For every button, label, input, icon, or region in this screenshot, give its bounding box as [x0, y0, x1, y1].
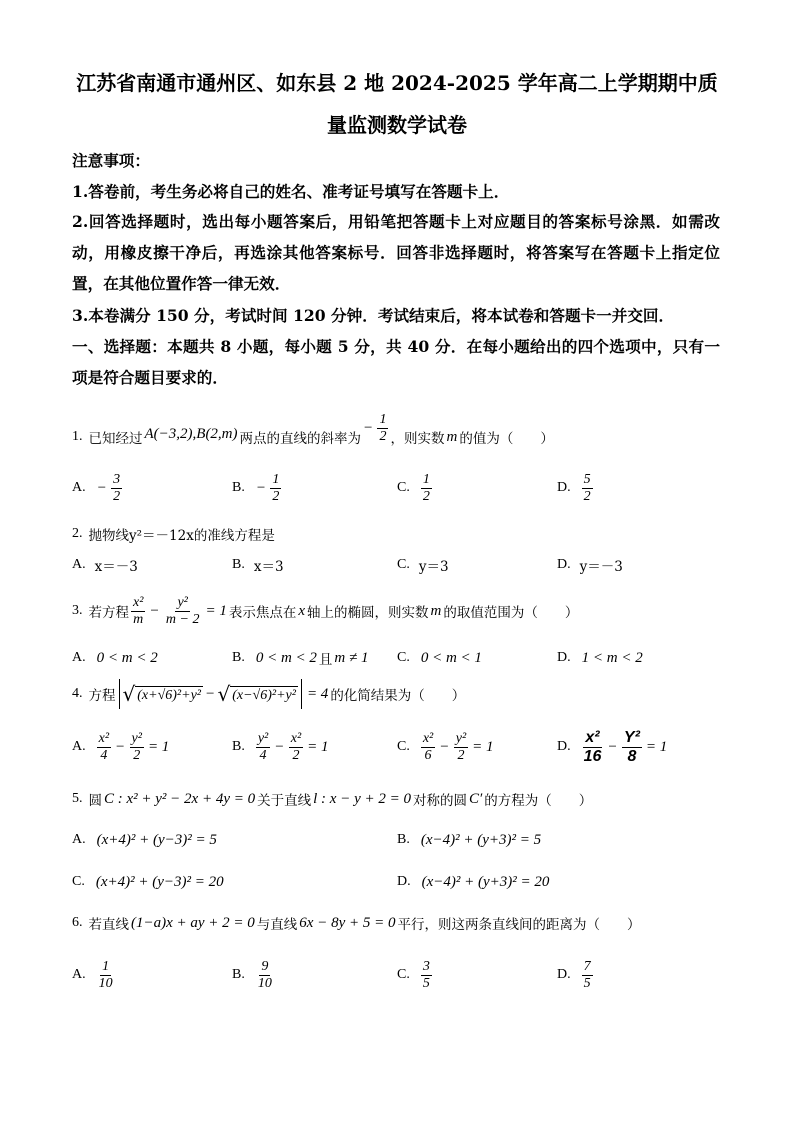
stem-text: 圆 — [88, 793, 102, 809]
stem-text: 对称的圆 — [412, 793, 467, 809]
circle-equation: C : x² + y² − 2x + 4y = 0 — [104, 790, 256, 807]
option-c — [397, 727, 496, 767]
fraction-denominator: 4 — [259, 747, 267, 763]
question-number: 2. — [72, 526, 83, 541]
equation-rhs: = 1 — [307, 738, 329, 755]
minus-sign: − — [116, 738, 125, 755]
notice-heading: 注意事项： — [72, 151, 150, 170]
fraction-denominator: 16 — [583, 747, 602, 765]
option-b — [232, 545, 284, 585]
minus-sign: − — [256, 479, 266, 496]
question-5-stem — [72, 779, 592, 819]
option-fraction — [111, 472, 122, 505]
line-equation: l : x − y + 2 = 0 — [313, 790, 411, 807]
notice-item-2-line-1: 2.回答选择题时，选出每小题答案后，用铅笔把答题卡上对应题目的答案标号涂黑．如需改 — [72, 212, 720, 231]
option-label: D. — [557, 650, 571, 665]
fraction-numerator: 7 — [583, 958, 591, 974]
question-6-options — [0, 955, 794, 995]
option-d — [557, 545, 623, 585]
line-equation-1: (1−a)x + ay + 2 = 0 — [131, 914, 255, 931]
notice-item-1: 1.答卷前，考生务必将自己的姓名、准考证号填写在答题卡上． — [72, 182, 510, 201]
minus-sign: − — [440, 738, 449, 755]
stem-text: 已知经过 — [88, 431, 143, 447]
option-b — [232, 727, 331, 767]
option-fraction-2 — [130, 731, 144, 764]
stem-text: 两点的直线的斜率为 — [239, 431, 362, 447]
option-label: B. — [232, 967, 245, 982]
option-label: C. — [397, 739, 410, 754]
option-c — [72, 862, 226, 902]
stem-text: 表示焦点在 — [228, 605, 297, 621]
option-label: C. — [397, 650, 410, 665]
option-value-2: m ≠ 1 — [334, 649, 369, 666]
stem-text: 的取值范围为（ ） — [443, 605, 579, 621]
option-d — [557, 955, 595, 995]
fraction-denominator: m − 2 — [165, 611, 200, 627]
question-1-stem — [72, 411, 554, 457]
option-label: D. — [557, 967, 571, 982]
option-value: (x+4)² + (y−3)² = 20 — [95, 873, 224, 890]
option-b — [232, 638, 371, 678]
option-value: 0 < m < 2 — [255, 649, 317, 666]
question-5 — [0, 779, 794, 819]
fraction-numerator: x² — [290, 730, 302, 746]
fraction-numerator: x² — [422, 730, 434, 746]
fraction-numerator: y² — [131, 730, 142, 746]
option-a — [72, 468, 124, 508]
question-2-options — [0, 545, 794, 585]
option-label: B. — [232, 480, 245, 495]
option-d — [557, 468, 595, 508]
notice-item-3: 3.本卷满分 150 分，考试时间 120 分钟．考试结束后，将本试卷和答题卡一并交回． — [72, 306, 675, 325]
option-label: D. — [397, 874, 411, 889]
axis-variable: x — [298, 602, 305, 619]
option-fraction — [256, 959, 274, 992]
option-label: D. — [557, 557, 571, 572]
option-value: x＝3 — [253, 559, 284, 575]
option-label: A. — [72, 480, 86, 495]
fraction-numerator: 1 — [379, 411, 387, 427]
option-label: C. — [397, 967, 410, 982]
option-c — [397, 955, 434, 995]
option-label: C. — [397, 480, 410, 495]
option-label: C. — [72, 874, 85, 889]
option-a — [72, 727, 171, 767]
option-label: A. — [72, 739, 86, 754]
option-fraction-1 — [97, 731, 111, 764]
option-label: D. — [557, 480, 571, 495]
equation-fraction-1 — [131, 595, 145, 628]
fraction-denominator: 10 — [98, 975, 113, 991]
question-number: 4. — [72, 686, 83, 701]
option-fraction-1 — [256, 731, 270, 764]
stem-text: 关于直线 — [257, 793, 312, 809]
option-fraction-1 — [582, 729, 604, 766]
option-label: A. — [72, 557, 86, 572]
option-label: B. — [232, 557, 245, 572]
fraction-numerator: 3 — [422, 958, 430, 974]
points-expression: A(−3,2),B(2,m) — [144, 425, 238, 442]
option-value: 0 < m < 1 — [420, 649, 482, 666]
question-6 — [0, 903, 794, 943]
option-b — [397, 820, 543, 860]
option-value: (x−4)² + (y+3)² = 20 — [421, 873, 550, 890]
stem-text: 若直线 — [88, 917, 129, 933]
stem-text: 若方程 — [88, 605, 129, 621]
fraction-denominator: 6 — [424, 747, 432, 763]
line-equation-2: 6x − 8y + 5 = 0 — [299, 914, 396, 931]
option-fraction — [97, 959, 115, 992]
stem-text: 的化简结果为（ ） — [330, 688, 466, 704]
option-label: A. — [72, 650, 86, 665]
question-number: 1. — [72, 429, 83, 444]
option-a — [72, 638, 160, 678]
fraction-numerator: 1 — [272, 471, 280, 487]
fraction-numerator: Y² — [623, 728, 640, 746]
fraction-denominator: 2 — [292, 747, 300, 763]
question-3 — [0, 591, 794, 631]
option-fraction — [582, 959, 593, 992]
fraction-numerator: 1 — [422, 471, 430, 487]
stem-text: ，则实数 — [390, 431, 445, 447]
option-label: B. — [397, 832, 410, 847]
option-a — [72, 955, 117, 995]
question-4-stem — [72, 674, 465, 714]
fraction-denominator: 5 — [422, 975, 430, 991]
fraction-numerator: y² — [455, 730, 467, 746]
radical-sign: √ — [217, 682, 231, 706]
question-6-stem — [72, 903, 640, 943]
exam-title-line-1: 江苏省南通市通州区、如东县 2 地 2024-2025 学年高二上学期期中质 — [76, 71, 718, 95]
option-c — [397, 468, 434, 508]
notice-item-2-line-2: 动，用橡皮擦干净后，再选涂其他答案标号．回答非选择题时，将答案写在答题卡上指定位 — [72, 243, 720, 262]
option-fraction-2 — [454, 731, 468, 764]
option-value: 0 < m < 2 — [96, 649, 158, 666]
fraction-denominator: 2 — [379, 428, 387, 444]
notice-item-2-line-3: 置，在其他位置作答一律无效． — [72, 274, 291, 293]
option-c — [397, 545, 449, 585]
fraction-denominator: 10 — [257, 975, 272, 991]
stem-text: 的值为（ ） — [459, 431, 554, 447]
fraction-denominator: 2 — [457, 747, 465, 763]
option-b — [232, 468, 283, 508]
option-value: y＝－3 — [579, 559, 623, 575]
fraction-numerator: 1 — [102, 958, 110, 974]
question-4 — [0, 674, 794, 714]
fraction-numerator: y² — [177, 594, 188, 610]
option-label: B. — [232, 739, 245, 754]
question-5-options-row-1 — [0, 820, 794, 860]
question-number: 3. — [72, 603, 83, 618]
exam-title-line-2: 量监测数学试卷 — [327, 113, 467, 137]
section-heading-line-1: 一、选择题：本题共 8 小题，每小题 5 分，共 40 分．在每小题给出的四个选项中，只有一 — [72, 337, 720, 356]
question-3-options — [0, 638, 794, 678]
option-label: C. — [397, 557, 410, 572]
square-root-2 — [217, 683, 297, 705]
slope-fraction — [377, 412, 388, 445]
stem-text: 与直线 — [256, 917, 298, 933]
minus-sign: − — [275, 738, 284, 755]
stem-text: 平行，则这两条直线间的距离为（ ） — [397, 917, 641, 933]
stem-text: 轴上的椭圆，则实数 — [307, 605, 429, 621]
minus-sign: − — [205, 685, 215, 702]
question-3-stem — [72, 591, 578, 631]
fraction-numerator: x² — [98, 730, 110, 746]
equation-fraction-2 — [164, 595, 202, 628]
minus-sign: − — [608, 738, 617, 755]
option-fraction — [421, 959, 432, 992]
option-fraction — [270, 472, 281, 505]
option-fraction-2 — [289, 731, 303, 764]
question-1-options — [0, 468, 794, 508]
option-value: (x+4)² + (y−3)² = 5 — [96, 831, 217, 848]
fraction-denominator: 2 — [272, 488, 280, 504]
question-1 — [0, 411, 794, 457]
equation-rhs: = 1 — [205, 602, 227, 619]
fraction-denominator: 2 — [113, 488, 121, 504]
option-value: y＝3 — [418, 559, 449, 575]
fraction-numerator: y² — [257, 730, 269, 746]
option-label: A. — [72, 967, 86, 982]
equation-rhs: = 1 — [147, 738, 170, 755]
radicand: (x−√6)²+y² — [232, 688, 296, 703]
option-a — [72, 820, 219, 860]
equation-rhs: = 1 — [645, 738, 668, 755]
fraction-denominator: 8 — [627, 747, 637, 765]
variable: m — [430, 602, 442, 619]
option-d — [557, 638, 645, 678]
option-fraction — [582, 472, 593, 505]
equation-rhs: = 4 — [306, 685, 329, 702]
section-heading-line-2: 项是符合题目要求的． — [72, 368, 228, 387]
option-d — [397, 862, 551, 902]
square-root-1 — [123, 683, 203, 705]
fraction-numerator: x² — [133, 594, 144, 610]
fraction-numerator: 3 — [113, 471, 121, 487]
option-d — [557, 727, 669, 767]
variable: m — [446, 428, 458, 445]
fraction-numerator: 9 — [261, 958, 269, 974]
option-label: B. — [232, 650, 245, 665]
minus-sign: − — [97, 479, 107, 496]
minus-sign: − — [150, 602, 159, 619]
fraction-denominator: 2 — [583, 488, 591, 504]
option-value: x＝－3 — [94, 559, 138, 575]
question-5-options-row-2 — [0, 862, 794, 902]
radicand: (x+√6)²+y² — [137, 688, 201, 703]
radical-sign: √ — [122, 682, 136, 706]
absolute-value-expression — [119, 679, 302, 709]
minus-sign: − — [364, 419, 373, 436]
stem-text: 抛物线y²＝－12x的准线方程是 — [88, 528, 275, 544]
option-label: A. — [72, 832, 86, 847]
stem-text: 方程 — [88, 688, 116, 704]
fraction-denominator: m — [133, 611, 144, 627]
fraction-denominator: 5 — [583, 975, 591, 991]
option-a — [72, 545, 138, 585]
symmetric-circle-name: C′ — [468, 790, 483, 807]
option-c — [397, 638, 484, 678]
fraction-denominator: 2 — [133, 747, 141, 763]
stem-text: 的方程为（ ） — [484, 793, 593, 809]
option-b — [232, 955, 276, 995]
fraction-denominator: 4 — [100, 747, 108, 763]
option-label: D. — [557, 739, 571, 754]
fraction-denominator: 2 — [422, 488, 430, 504]
fraction-numerator: x² — [585, 728, 600, 746]
question-number: 5. — [72, 791, 83, 806]
option-fraction-2 — [622, 729, 642, 766]
fraction-numerator: 5 — [583, 471, 591, 487]
option-value: 1 < m < 2 — [581, 649, 643, 666]
option-fraction — [421, 472, 432, 505]
option-value: (x−4)² + (y+3)² = 5 — [420, 831, 542, 848]
question-4-options — [0, 727, 794, 767]
equation-rhs: = 1 — [472, 738, 494, 755]
option-fraction-1 — [421, 731, 435, 764]
question-number: 6. — [72, 915, 83, 930]
option-joiner: 且 — [318, 652, 333, 668]
